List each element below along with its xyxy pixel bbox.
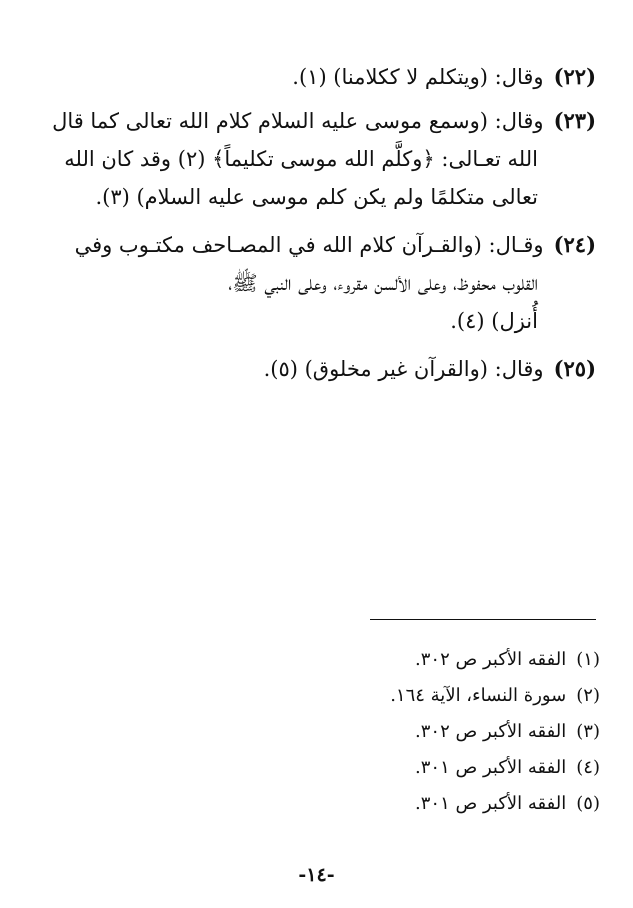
footnote-text: الفقه الأكبر ص ٣٠٢. — [415, 649, 567, 670]
paragraph-text: وقال: (والقرآن غير مخلوق) (٥). — [263, 357, 544, 381]
footnote-number: (٢) — [576, 685, 600, 706]
footnote-text: الفقه الأكبر ص ٣٠٢. — [415, 721, 567, 742]
footnote-text: الفقه الأكبر ص ٣٠١. — [415, 757, 567, 778]
footnote-5 — [200, 792, 600, 816]
paragraph-text: القلوب محفوظ، وعلى الألسن مقروء، وعلى النبي ﷺ، — [228, 271, 538, 295]
paragraph-text: وقـال: (والقـرآن كلام الله في المصـاحف مكتـوب وفي — [74, 233, 544, 257]
page-number: -١٤- — [298, 864, 335, 886]
footnote-number: (٤) — [576, 757, 600, 778]
footnote-number: (٥) — [576, 793, 600, 814]
paragraph-number: (٢٢) — [553, 64, 596, 89]
footnote-number: (٣) — [576, 721, 600, 742]
paragraph-text: تعالى متكلمًا ولم يكن كلم موسى عليه السلام) (٣). — [95, 185, 538, 209]
footnote-number: (١) — [576, 649, 600, 670]
paragraph-25 — [60, 350, 596, 388]
paragraph-number: (٢٤) — [553, 232, 596, 257]
paragraph-number: (٢٣) — [553, 108, 596, 133]
paragraph-text: الله تعـالى: ﴿وكلَّم الله موسى تكليماً﴾ (٢) وقد كان الله — [64, 147, 538, 171]
footnote-text: سورة النساء، الآية ١٦٤. — [390, 685, 567, 706]
footnote-2 — [200, 684, 600, 708]
paragraph-number: (٢٥) — [553, 356, 596, 381]
paragraph-text: وقال: (ويتكلم لا ككلامنا) (١). — [292, 65, 544, 89]
paragraph-23 — [52, 102, 596, 216]
paragraph-text: وقال: (وسمع موسى عليه السلام كلام الله تعالى كما قال — [52, 109, 544, 133]
paragraph-text: أُنزل) (٤). — [450, 309, 538, 333]
footnote-1 — [200, 648, 600, 672]
footnote-text: الفقه الأكبر ص ٣٠١. — [415, 793, 567, 814]
paragraph-24 — [60, 226, 596, 340]
footnote-separator — [370, 619, 596, 620]
footnote-3 — [200, 720, 600, 744]
paragraph-22 — [60, 58, 596, 96]
footnote-4 — [200, 756, 600, 780]
